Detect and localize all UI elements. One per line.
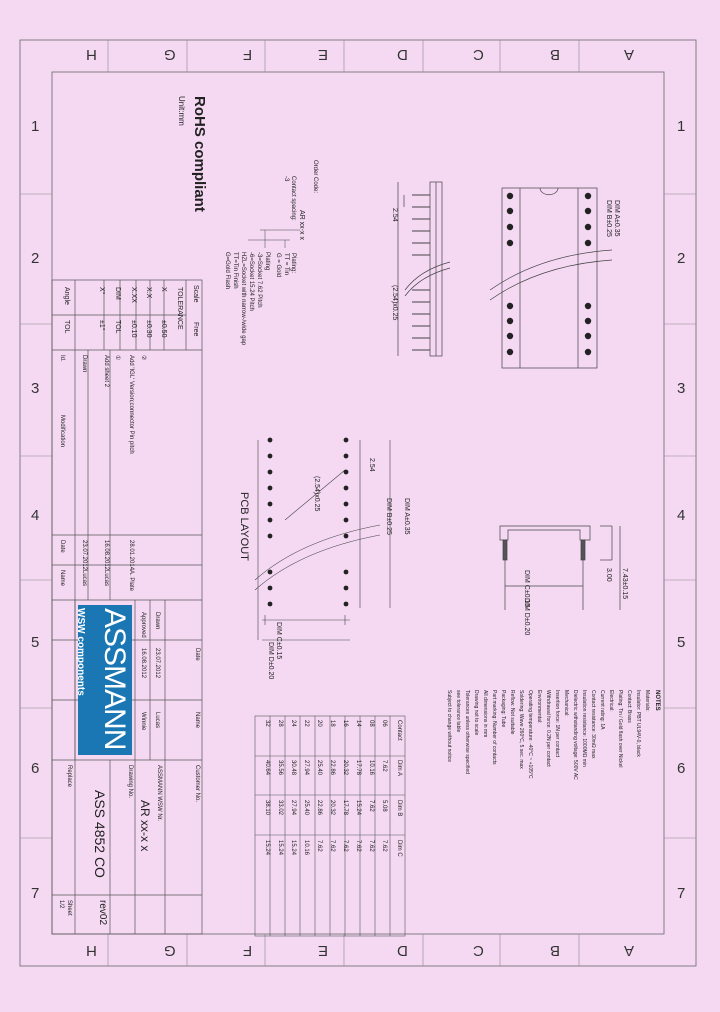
tol-value: TOL: [114, 320, 121, 334]
note-line: Electrical:: [608, 690, 614, 712]
dim-a-label: DIM A±0.35: [613, 200, 620, 237]
note-line: Packaging: Tube: [500, 690, 506, 728]
table-cell: 22.86: [316, 800, 322, 816]
drawing-number: ASS 4852 CO: [92, 790, 108, 878]
note-line: Contact: Brass: [626, 690, 632, 723]
pcb-pitch-2: (2.54)x0.25: [313, 476, 320, 512]
zone-letter: A: [624, 942, 635, 959]
zone-letter: G: [164, 942, 176, 959]
pcb-holes: [268, 438, 349, 607]
dim-b-label: DIM B±0.25: [605, 200, 612, 237]
tol-value: ±1°: [98, 320, 105, 331]
note-line: Operating temperature: -40°C ~ +105°C: [527, 690, 533, 779]
note-line: Current rating: 1A: [599, 690, 605, 730]
revision-id-label: Id.: [59, 355, 65, 362]
zone-letter: H: [86, 942, 97, 959]
zone-letter: H: [86, 46, 97, 63]
modification-label: Modification: [59, 415, 65, 448]
table-cell: 20.32: [342, 760, 348, 776]
zone-number: 4: [31, 507, 40, 524]
table-cell: 33.02: [277, 800, 283, 816]
assmann-logo-sub: WSW components: [75, 608, 86, 696]
revision-name: A. Plate: [128, 570, 134, 592]
order-code: AR xx-x x: [298, 210, 305, 240]
table-header: Dim B: [396, 800, 402, 817]
drawing-no-label: Drawing No.: [127, 765, 133, 799]
note-line: Environmental:: [536, 690, 542, 724]
note-line: Drawing not to scale: [473, 690, 479, 736]
revision-name: Lucas: [81, 570, 87, 587]
revision-date: 28.01.2014: [128, 540, 134, 571]
tol-dim: X°: [98, 287, 105, 295]
zone-letter: B: [550, 46, 561, 63]
note-line: Tolerances unless otherwise specified: [464, 690, 470, 774]
table-header: Dim C: [396, 840, 402, 857]
table-cell: 16: [342, 720, 348, 727]
tol-value: TOL: [63, 320, 70, 334]
order-code-line: G = Gold: [275, 253, 281, 278]
replace-label: Replace: [66, 765, 72, 788]
tol-dim: X: [160, 287, 167, 292]
note-line: Dielectric withstanding voltage: 500V AC: [572, 690, 578, 780]
revision-name: Lucas: [103, 570, 109, 587]
order-code-line: Plating:: [290, 253, 296, 274]
tol-value: ±0.30: [145, 320, 152, 338]
zone-number: 3: [31, 380, 40, 397]
table-cell: 30.48: [290, 760, 296, 776]
unit-label: Unit:mm: [177, 96, 186, 126]
table-cell: 7.62: [329, 840, 335, 852]
table-cell: 10.16: [368, 760, 374, 776]
zone-number: 4: [677, 507, 686, 524]
order-code-line: Contact spacing:: [290, 176, 296, 221]
sheet-value: 1/2: [58, 900, 64, 909]
zone-letter: F: [243, 46, 253, 63]
pcb-pitch: 2.54: [368, 458, 375, 472]
table-cell: 27.94: [290, 800, 296, 816]
sign-name-label: Name: [194, 712, 200, 729]
zone-number: 7: [677, 885, 686, 902]
assmann-logo: ASSMANN: [98, 608, 131, 750]
tolerance-heading: TOLERANCE: [176, 287, 183, 330]
revision-code: rev02: [97, 900, 108, 926]
table-cell: 7.62: [368, 800, 374, 812]
sign-date: 23.07.2012: [154, 648, 160, 679]
revision-date: 16.08.2012: [103, 540, 109, 571]
table-cell: 7.62: [381, 760, 387, 772]
tol-dim: X.XX: [130, 287, 137, 303]
table-cell: 06: [381, 720, 387, 727]
outer-border: [20, 40, 696, 966]
note-line: Subject to change without notice: [446, 690, 452, 762]
order-code-label: Order Code:: [312, 160, 318, 194]
note-line: Plating: Tin / Gold flash over Nickel: [617, 690, 623, 768]
table-cell: 24: [290, 720, 296, 727]
table-cell: 15.24: [355, 800, 361, 816]
customer-no-label: Customer No.: [194, 765, 200, 803]
table-cell: 28: [277, 720, 283, 727]
table-cell: 15.24: [290, 840, 296, 856]
tol-value: ±0.50: [160, 320, 167, 338]
sign-date: 16.08.2012: [140, 648, 146, 679]
note-line: Soldering: Wave 260°C, 5 sec. max: [518, 690, 524, 769]
socket-pins: [507, 193, 591, 355]
table-cell: 40.64: [264, 760, 270, 776]
order-code-legend: -6=Socket 15.24 Pitch: [248, 252, 254, 311]
table-cell: 32: [264, 720, 270, 727]
pcb-layout-title: PCB LAYOUT: [238, 492, 250, 561]
note-line: Insulator: PBT UL94V-0, black: [635, 690, 641, 757]
scale-label: Scale: [192, 285, 199, 303]
sign-name: Lucas: [154, 712, 160, 729]
order-code-leaders: [248, 230, 300, 248]
zone-letter: A: [624, 46, 635, 63]
revision-id: ②: [140, 355, 146, 361]
zone-letter: C: [473, 46, 484, 63]
zone-letter: G: [164, 46, 176, 63]
zone-ticks: [20, 40, 696, 966]
tol-value: ±0.10: [130, 320, 137, 338]
table-cell: 22.86: [329, 760, 335, 776]
table-cell: 5.08: [381, 800, 387, 812]
zone-number: 1: [31, 118, 40, 135]
table-cell: 20.32: [329, 800, 335, 816]
note-line: Part marking: Number of contacts: [491, 690, 497, 765]
table-cell: 18: [329, 720, 335, 727]
contact-table-grid: [255, 716, 405, 936]
table-cell: 15.24: [277, 840, 283, 856]
scale-value: Free: [192, 322, 199, 337]
note-line: Mechanical:: [563, 690, 569, 717]
socket-top-view: [490, 188, 612, 368]
part-number: AR xx-x x: [138, 800, 152, 852]
note-line: Insulation resistance: 1000MΩ min: [581, 690, 587, 767]
pcb-dim-b: DIM B±0.25: [385, 498, 392, 535]
pcb-dim-c: DIM C±0.15: [275, 622, 282, 660]
zone-number: 5: [31, 634, 40, 651]
dim-c-label: DIM C±0.15: [523, 570, 530, 608]
socket-side-view: [398, 182, 450, 356]
table-cell: 7.62: [355, 840, 361, 852]
table-cell: 7.62: [316, 840, 322, 852]
pcb-dim-a: DIM A±0.35: [403, 498, 410, 535]
zone-number: 2: [31, 250, 40, 267]
table-cell: 25.40: [316, 760, 322, 776]
order-code-legend: G=Gold Flash: [224, 252, 230, 290]
table-cell: 38.10: [264, 800, 270, 816]
table-cell: 7.62: [368, 840, 374, 852]
zone-number: 5: [677, 634, 686, 651]
table-cell: 15.24: [264, 840, 270, 856]
table-cell: 7.62: [381, 840, 387, 852]
note-line: Materials:: [644, 690, 650, 712]
table-cell: 20: [316, 720, 322, 727]
order-code-legend: -3=Socket 7.62 Pitch: [256, 252, 262, 308]
zone-number: 1: [677, 118, 686, 135]
name-label: Name: [59, 570, 65, 587]
order-code-line: -3: [283, 176, 289, 182]
table-cell: 27.94: [303, 760, 309, 776]
notes-title: NOTES: [654, 690, 660, 711]
note-line: Insertion force: 1N per contact: [554, 690, 560, 757]
revision-date: 23.07.2012: [81, 540, 87, 571]
zone-number: 6: [31, 760, 40, 777]
pcb-dim-d: DIM D±0.20: [267, 642, 274, 680]
rohs-label: RoHS compliant: [191, 96, 208, 212]
zone-letter: C: [473, 942, 484, 959]
company-line: ASSMANN WSW Nr.: [156, 765, 162, 822]
sign-role: Approved: [140, 612, 146, 638]
socket-end-view: [500, 526, 620, 610]
date-label: Date: [59, 540, 65, 553]
table-cell: 17.78: [342, 800, 348, 816]
zone-letter: F: [243, 942, 253, 959]
pitch-label: 2.54: [391, 208, 398, 222]
revision-id: ①: [114, 355, 120, 361]
zone-number: 2: [677, 250, 686, 267]
note-line: Contact resistance: 30mΩ max: [590, 690, 596, 759]
zone-letter: B: [550, 942, 561, 959]
height-label-2: 7.43±0.15: [621, 568, 628, 600]
revision-text: Add 'IGL' Version;connector Pin pitch: [128, 355, 134, 454]
order-code-legend: HZL=Socket with narrow-/wide gap: [240, 252, 246, 346]
height-label: 3.00: [605, 568, 612, 582]
zone-letter: D: [397, 46, 408, 63]
zone-letter: E: [318, 46, 329, 63]
table-cell: 08: [368, 720, 374, 727]
tol-dim: X.X: [145, 287, 152, 299]
note-line: All dimensions in mm: [482, 690, 488, 738]
pitch-label-2: (2.54)x0.25: [391, 285, 398, 321]
note-line: Reflow: Not suitable: [509, 690, 515, 735]
order-code-line: TT = Tin: [283, 253, 289, 276]
table-cell: 17.78: [355, 760, 361, 776]
order-code-legend: Plating: [264, 252, 270, 271]
zone-number: 3: [677, 380, 686, 397]
zone-number: 6: [677, 760, 686, 777]
revision-text: Add sheet 2: [103, 355, 109, 388]
sign-role: Drawn: [154, 612, 160, 630]
table-cell: 14: [355, 720, 361, 727]
zone-number: 7: [31, 885, 40, 902]
zone-letter: E: [318, 942, 329, 959]
table-cell: 25.40: [303, 800, 309, 816]
table-cell: 35.56: [277, 760, 283, 776]
table-cell: 22: [303, 720, 309, 727]
table-cell: 7.62: [342, 840, 348, 852]
note-line: see tolerance table: [455, 690, 461, 733]
sign-name: Winnie: [140, 712, 146, 731]
sign-date-label: Date: [194, 648, 200, 661]
zone-letter: D: [397, 942, 408, 959]
table-cell: 10.16: [303, 840, 309, 856]
revision-text: Drawn: [81, 355, 87, 373]
order-code-legend: TT=Tin Finish: [232, 252, 238, 289]
note-line: Withdrawal force: 0.2N per contact: [545, 690, 551, 767]
tol-dim: Angle: [63, 287, 70, 305]
dim-d-label: DIM D±0.20: [523, 598, 530, 636]
tol-dim: DIM: [114, 287, 121, 300]
sheet-label: Sheet: [66, 900, 72, 916]
table-header: Contact: [396, 720, 402, 741]
table-header: Dim A: [396, 760, 402, 777]
